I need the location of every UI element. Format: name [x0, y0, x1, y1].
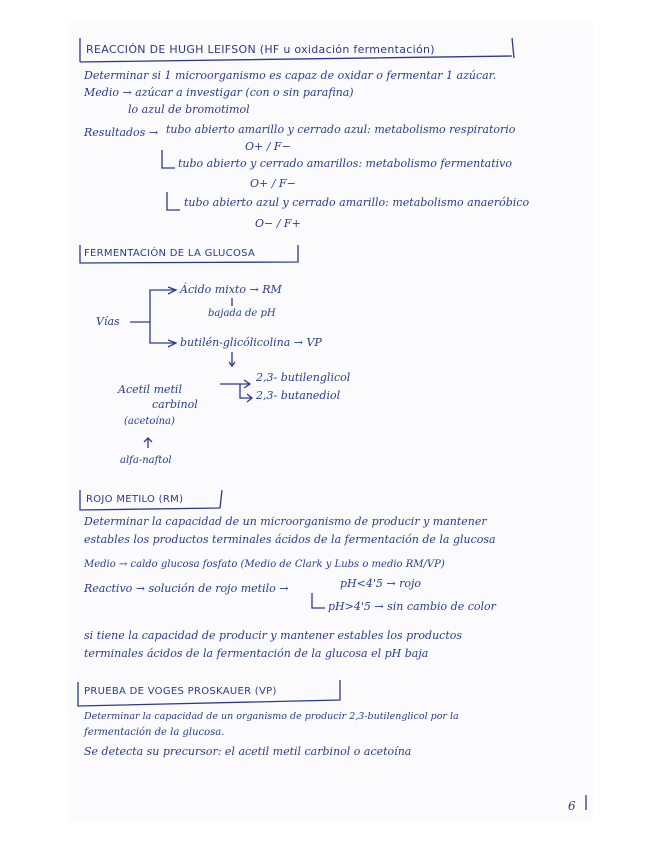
- hl-result-1-code: O+ / F−: [245, 140, 291, 153]
- acetil-1: Acetil metil: [118, 383, 182, 396]
- product-2: 2,3- butanediol: [256, 389, 341, 402]
- rm-line-2: estables los productos terminales ácidos de la fermentación de la glucosa: [84, 533, 496, 546]
- hl-result-2: tubo abierto y cerrado amarillos: metabolismo fermentativo: [178, 157, 512, 170]
- hl-result-1: tubo abierto amarillo y cerrado azul: metabolismo respiratorio: [166, 123, 516, 136]
- rm-line-3: Medio → caldo glucosa fosfato (Medio de Clark y Lubs o medio RM/VP): [84, 559, 445, 570]
- hl-result-3-code: O− / F+: [255, 217, 301, 230]
- hl-title: REACCIÓN DE HUGH LEIFSON (HF u oxidación fermentación): [86, 43, 435, 56]
- vp-title: PRUEBA DE VOGES PROSKAUER (VP): [84, 686, 277, 697]
- up-arrow: [144, 438, 152, 448]
- acetil-3: (acetoína): [124, 416, 175, 427]
- result-arrow-3: [167, 192, 180, 210]
- product-1: 2,3- butilenglicol: [256, 371, 351, 384]
- down-arrow-vp: [229, 352, 235, 366]
- vp-line-3: Se detecta su precursor: el acetil metil carbinol o acetoína: [84, 745, 412, 758]
- rm-line-6: terminales ácidos de la fermentación de la glucosa el pH baja: [84, 647, 429, 660]
- acetil-arrow: [220, 380, 250, 388]
- vias-label: Vías: [96, 315, 120, 328]
- page-number: 6: [568, 799, 576, 813]
- rm-result-2: pH>4'5 → sin cambio de color: [328, 600, 496, 613]
- rm-title: ROJO METILO (RM): [86, 494, 184, 505]
- acetil-2: carbinol: [152, 398, 198, 411]
- hl-line-3: lo azul de bromotimol: [128, 103, 250, 116]
- hl-line-1: Determinar si 1 microorganismo es capaz de oxidar o fermentar 1 azúcar.: [84, 69, 497, 82]
- vp-line-2: fermentación de la glucosa.: [84, 727, 225, 738]
- branch-rm: Ácido mixto → RM: [180, 283, 282, 296]
- rm-result-1: pH<4'5 → rojo: [340, 577, 421, 590]
- branch-vp: butilén-glicólicolina → VP: [180, 336, 322, 349]
- result-arrow-2: [162, 150, 175, 168]
- hl-result-3: tubo abierto azul y cerrado amarillo: metabolismo anaeróbico: [184, 196, 530, 209]
- branch-rm-sub: bajada de pH: [208, 308, 276, 319]
- rm-line-4: Reactivo → solución de rojo metilo →: [84, 582, 289, 595]
- ph-branch: [312, 593, 325, 608]
- alfa-naftol: alfa-naftol: [120, 455, 172, 466]
- hl-result-2-code: O+ / F−: [250, 177, 296, 190]
- hl-line-2: Medio → azúcar a investigar (con o sin parafina): [84, 86, 354, 99]
- vias-bracket: [130, 290, 175, 343]
- rm-line-5: si tiene la capacidad de producir y mantener estables los productos: [84, 629, 463, 642]
- rm-line-1: Determinar la capacidad de un microorganismo de producir y mantener: [84, 515, 487, 528]
- glucosa-title: FERMENTACIÓN DE LA GLUCOSA: [84, 248, 256, 259]
- hl-results-label: Resultados →: [84, 126, 159, 139]
- vp-line-1: Determinar la capacidad de un organismo de producir 2,3-butilenglicol por la: [84, 711, 459, 722]
